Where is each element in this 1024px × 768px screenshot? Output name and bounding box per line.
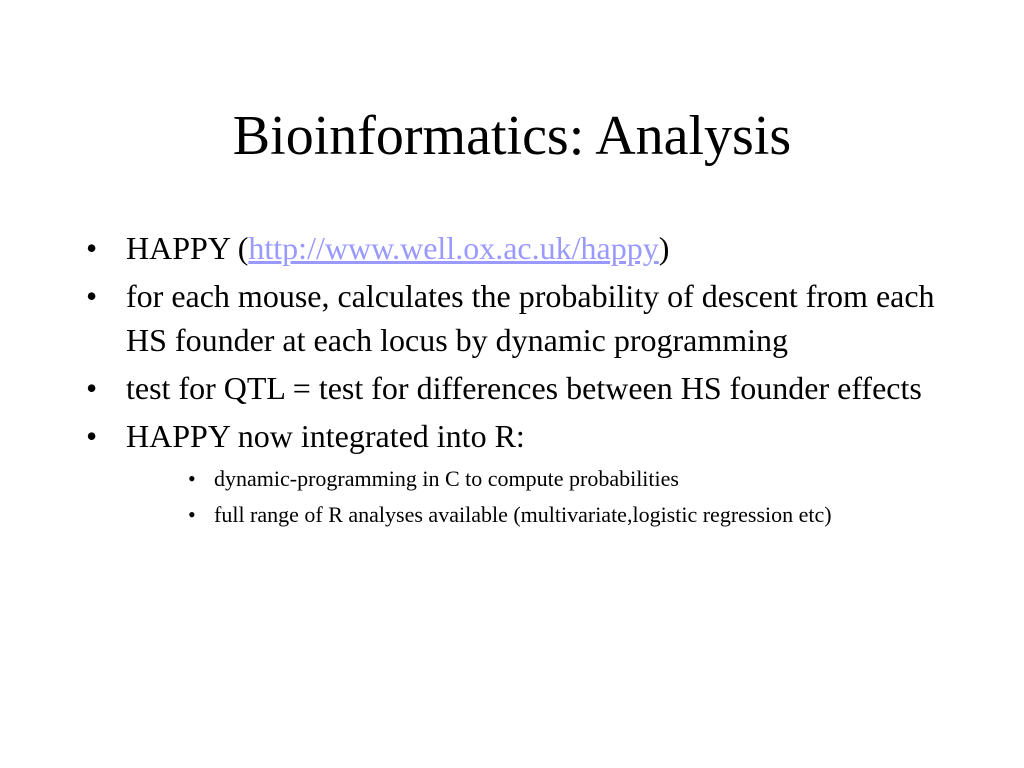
bullet-happy-r-text: HAPPY now integrated into R: (126, 418, 525, 454)
sub-bullet-list (126, 464, 946, 530)
bullet-probability-text: for each mouse, calculates the probability of descent from each HS founder at each locus by dynamic programming (126, 278, 935, 358)
sub-bullet-r-analyses (188, 500, 946, 530)
bullet-qtl-test (86, 366, 946, 410)
bullet-happy-r (86, 414, 946, 530)
bullet-happy-suffix: ) (658, 230, 670, 266)
slide-title: Bioinformatics: Analysis (232, 105, 792, 167)
bullet-dot: • (86, 370, 98, 406)
bullet-happy-prefix: HAPPY ( (126, 230, 249, 266)
bullet-dot: • (86, 418, 98, 454)
sub-bullet-dot: • (188, 502, 196, 527)
bullet-happy (86, 226, 946, 270)
bullet-probability (86, 274, 946, 362)
bullet-list (86, 226, 946, 536)
sub-bullet-r-analyses-text: full range of R analyses available (multivariate,logistic regression etc) (214, 502, 832, 527)
sub-bullet-dynamic-programming-text: dynamic-programming in C to compute probabilities (214, 466, 679, 491)
bullet-dot: • (86, 230, 98, 266)
bullet-dot: • (86, 278, 98, 314)
bullet-qtl-test-text: test for QTL = test for differences between HS founder effects (126, 370, 922, 406)
sub-bullet-dot: • (188, 466, 196, 491)
sub-bullet-dynamic-programming (188, 464, 946, 494)
happy-url-link[interactable]: http://www.well.ox.ac.uk/happy (248, 230, 659, 266)
